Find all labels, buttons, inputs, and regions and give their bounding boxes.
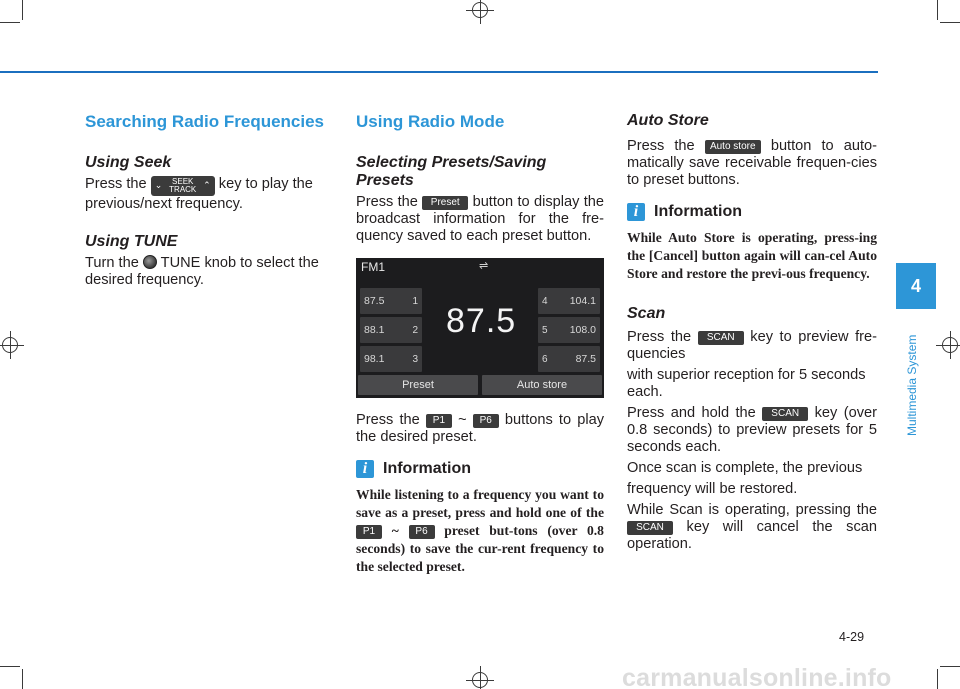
presets-paragraph: Press the Preset button to display the broadcast information for the fre-quency saved to each preset button. [356, 194, 604, 244]
radio-screen [356, 258, 604, 398]
screen-bottom-bar [356, 375, 604, 398]
registration-line [466, 10, 494, 11]
preset-key: Preset [422, 196, 468, 210]
preset-button-6[interactable]: 6 87.5 [538, 346, 600, 372]
page-number: 4-29 [839, 630, 865, 644]
preset-button-2[interactable]: 88.1 2 [360, 317, 422, 343]
crop-mark [940, 666, 960, 667]
subheading-auto-store: Auto Store [627, 112, 709, 129]
tune-paragraph: Turn the TUNE knob to select the desired frequency. [85, 255, 319, 288]
section-heading: Searching Radio Frequencies [85, 112, 325, 131]
information-title: Information [654, 203, 742, 220]
preset-button-1[interactable]: 87.5 1 [360, 288, 422, 314]
preset-button-4[interactable]: 4 104.1 [538, 288, 600, 314]
crop-mark [940, 22, 960, 23]
crop-mark [937, 669, 938, 689]
scan-paragraph-4: Once scan is complete, the previous [627, 460, 863, 476]
crop-mark [937, 0, 938, 20]
crop-mark [0, 666, 20, 667]
information-text: While listening to a frequency you want to save as a preset, press and hold one of the P1 ~ P6 preset but-tons (over 0.8 seconds) to save the cur-rent frequency to the selected preset. [356, 487, 604, 574]
scan-key: SCAN [627, 521, 673, 535]
column-3 [627, 112, 877, 553]
p1-key: P1 [356, 525, 382, 539]
preset-button-3[interactable]: 98.1 3 [360, 346, 422, 372]
header-rule [0, 71, 878, 73]
info-icon: i [356, 460, 374, 478]
auto-store-key: Auto store [705, 140, 761, 154]
scan-key: SCAN [698, 331, 744, 345]
registration-line [10, 331, 11, 359]
scan-paragraph-6: While Scan is operating, pressing the SCAN key will cancel the scan operation. [627, 502, 877, 552]
scan-key: SCAN [762, 407, 808, 421]
registration-line [480, 0, 481, 24]
registration-line [0, 345, 24, 346]
crop-mark [22, 0, 23, 20]
watermark: carmanualsonline.info [622, 664, 892, 689]
information-header [356, 460, 604, 478]
scan-paragraph-5: frequency will be restored. [627, 481, 798, 497]
current-frequency: 87.5 [446, 302, 517, 340]
registration-line [466, 680, 494, 681]
column-2 [356, 108, 604, 576]
right-preset-list [538, 288, 600, 375]
p6-key: P6 [473, 414, 499, 428]
tune-knob-icon [143, 255, 157, 269]
usb-icon: ⇌ [479, 260, 489, 272]
registration-line [936, 345, 960, 346]
left-preset-list [360, 288, 422, 375]
scan-paragraph-3: Press and hold the SCAN key (over 0.8 seconds) to preview presets for 5 seconds each. [627, 405, 877, 455]
information-title: Information [383, 460, 471, 477]
section-heading: Using Radio Mode [356, 112, 505, 131]
screen-preset-button[interactable]: Preset [358, 375, 478, 395]
subheading-using-tune: Using TUNE [85, 233, 178, 250]
chapter-tab: 4 [896, 263, 936, 309]
chevron-up-icon: ⌃ [203, 180, 211, 190]
seek-track-key: ⌄ SEEK TRACK ⌃ [151, 176, 215, 196]
registration-line [950, 331, 951, 359]
preset-button-5[interactable]: 5 108.0 [538, 317, 600, 343]
crop-mark [22, 669, 23, 689]
subheading-presets: Selecting Presets/Saving Presets [356, 154, 547, 189]
auto-store-paragraph: Press the Auto store button to auto-matically save receivable frequen-cies to preset buttons. [627, 138, 877, 188]
p1-key: P1 [426, 414, 452, 428]
scan-paragraph-2: with superior reception for 5 seconds each. [627, 367, 866, 400]
subheading-scan: Scan [627, 305, 666, 322]
band-label: FM1 [361, 260, 385, 274]
information-header [627, 203, 877, 221]
seek-paragraph: Press the ⌄ SEEK TRACK ⌃ key to play the previous/next frequency. [85, 176, 313, 212]
chevron-down-icon: ⌄ [154, 180, 163, 190]
press-preset-paragraph: Press the P1 ~ P6 buttons to play the desired preset. [356, 412, 605, 445]
screen-auto-store-button[interactable]: Auto store [482, 375, 602, 395]
registration-line [480, 666, 481, 689]
column-1 [85, 108, 330, 289]
p6-key: P6 [409, 525, 435, 539]
chapter-title: Multimedia System [905, 334, 919, 436]
info-icon: i [627, 203, 645, 221]
scan-paragraph-1: Press the SCAN key to preview fre-quencies [627, 329, 877, 362]
subheading-using-seek: Using Seek [85, 154, 172, 171]
information-text: While Auto Store is operating, press-ing the [Cancel] button again will can-cel Auto Store and restore the previ-ous frequency. [627, 230, 877, 281]
crop-mark [0, 22, 20, 23]
